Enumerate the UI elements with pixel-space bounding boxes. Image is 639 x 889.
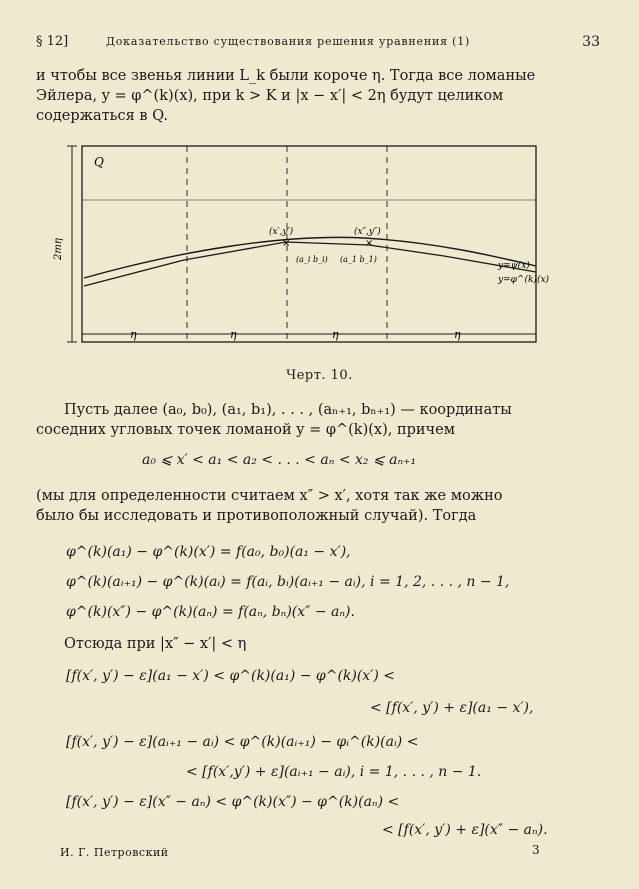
text-line: (мы для определенности считаем x″ > x′, хотя так же можно (36, 488, 503, 504)
text-line: Пусть далее (a₀, b₀), (a₁, b₁), . . . , (aₙ₊₁, bₙ₊₁) — координаты (64, 402, 512, 418)
inequality: [f(x′, y′) − ε](a₁ − x′) < φ^(k)(a₁) − φ^(k)(x′) < (66, 668, 396, 684)
text-line: и чтобы все звенья линии L_k были короче η. Тогда все ломаные (36, 68, 536, 84)
region-boundary (82, 146, 536, 342)
running-title: Доказательство существования решения уравнения (1) (106, 35, 471, 48)
inequality-chain: a₀ ⩽ x′ < a₁ < a₂ < . . . < aₙ < x₂ ⩽ aₙ₊₁ (142, 452, 417, 468)
intro-paragraph (36, 66, 592, 126)
text-line: содержаться в Q. (36, 108, 168, 124)
body-paragraph (36, 400, 592, 440)
inequality: [f(x′, y′) − ε](x″ − aₙ) < φ^(k)(x″) − φ^(k)(aₙ) < (66, 794, 400, 810)
figure-caption: Черт. 10. (286, 368, 353, 383)
inequality: < [f(x′, y′) + ε](a₁ − x′), (370, 700, 534, 716)
point-marker: × (365, 238, 374, 249)
section-marker: § 12] (36, 34, 69, 49)
region-label: Q (94, 155, 104, 169)
text-line: Эйлера, y = φ^(k)(x), при k > K и |x − x′| < 2η будут целиком (36, 88, 504, 104)
polyline-phi (84, 242, 536, 286)
inequality: < [f(x′,y′) + ε](aᵢ₊₁ − aᵢ), i = 1, . . . , n − 1. (186, 764, 482, 780)
vertex-label: (a_i b_i) (296, 255, 328, 264)
page-number: 33 (582, 34, 600, 50)
inequality: [f(x′, y′) − ε](aᵢ₊₁ − aᵢ) < φ^(k)(aᵢ₊₁) − φᵢ^(k)(aᵢ) < (66, 734, 419, 750)
eta-label: η (332, 328, 339, 341)
inequality: < [f(x′, y′) + ε](x″ − aₙ). (382, 822, 548, 838)
text-line: Отсюда при |x″ − x′| < η (64, 636, 247, 652)
equation: φ^(k)(a₁) − φ^(k)(x′) = f(a₀, b₀)(a₁ − x′), (66, 544, 351, 560)
curve-label: y=φ^(k)(x) (498, 275, 550, 285)
equation: φ^(k)(aᵢ₊₁) − φ^(k)(aᵢ) = f(aᵢ, bᵢ)(aᵢ₊₁ − aᵢ), i = 1, 2, . . . , n − 1, (66, 574, 510, 590)
running-header (36, 34, 606, 54)
vertex-label: (a_1 b_1) (340, 255, 377, 264)
point-marker: × (282, 238, 291, 249)
eta-label: η (230, 328, 237, 341)
text-line: соседних угловых точек ломаной y = φ^(k)(x), причем (36, 422, 456, 438)
footer-author: И. Г. Петровский (60, 846, 169, 859)
eta-label: η (130, 328, 137, 341)
height-label: 2mη (53, 238, 64, 260)
equation: φ^(k)(x″) − φ^(k)(aₙ) = f(aₙ, bₙ)(x″ − aₙ). (66, 604, 355, 620)
text-line: было бы исследовать и противоположный случай). Тогда (36, 508, 477, 524)
point-label: (x′,y′) (269, 227, 294, 237)
figure-10 (53, 138, 564, 358)
signature-mark: 3 (532, 843, 540, 857)
note-paragraph (36, 486, 592, 526)
point-label: (x″,y″) (354, 227, 381, 237)
eta-label: η (454, 328, 461, 341)
curve-label: y=ψ(x) (498, 261, 530, 271)
hence-line (64, 634, 584, 654)
